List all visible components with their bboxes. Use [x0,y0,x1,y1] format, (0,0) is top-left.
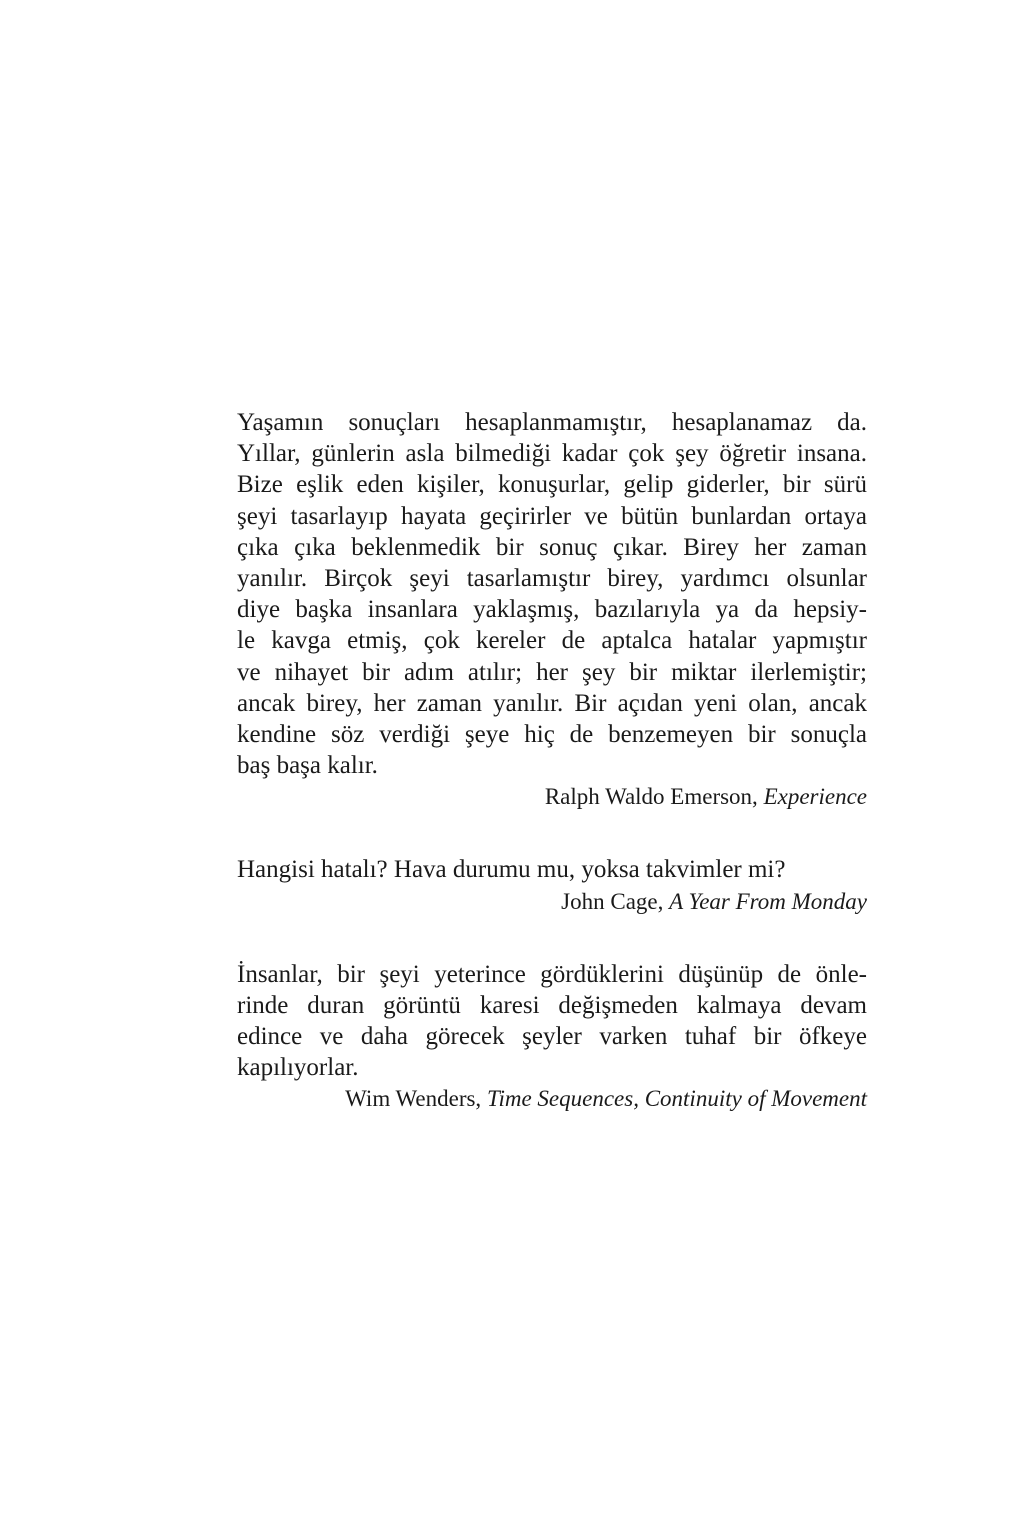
quote-line: ancak birey, her zaman yanılır. Bir açıdan yeni olan, ancak [237,689,867,717]
quote-line: Yıllar, günlerin asla bilmediği kadar çok şey öğretir insana. [237,440,867,468]
quote-line: diye başka insanlara yaklaşmış, bazılarıyla ya da hepsiy- [237,596,867,624]
spacer [237,917,867,959]
epigraph-cage [237,854,867,916]
quote-line: Hangisi hatalı? Hava durumu mu, yoksa takvimler mi? [237,856,786,884]
quote-line: rinde duran görüntü karesi değişmeden kalmaya devam [237,991,867,1019]
attribution-author: Wim Wenders, [345,1086,482,1112]
attribution-work: Time Sequences, Continuity of Movement [486,1086,867,1112]
quote-line: şeyi tasarlayıp hayata geçirirler ve bütün bunlardan ortaya [237,502,867,530]
epigraph-quote [237,854,867,885]
epigraph-quote [237,959,867,1084]
epigraph-attribution [237,1083,867,1114]
quote-line: çıka çıka beklenmedik bir sonuç çıkar. Birey her zaman [237,533,867,561]
quote-line: kendine söz verdiği şeye hiç de benzemeyen bir sonuçla [237,721,867,749]
attribution-work: A Year From Monday [669,888,867,914]
epigraphs-block [237,407,867,1114]
epigraph-wenders [237,959,867,1115]
quote-line: yanılır. Birçok şeyi tasarlamıştır birey, yardımcı olsunlar [237,565,867,593]
quote-line: Bize eşlik eden kişiler, konuşurlar, gelip giderler, bir sürü [237,471,867,499]
epigraph-attribution [237,886,867,917]
quote-line: İnsanlar, bir şeyi yeterince gördüklerini düşünüp de önle- [237,960,867,988]
quote-line: Yaşamın sonuçları hesaplanmamıştır, hesaplanamaz da. [237,409,867,436]
quote-line: le kavga etmiş, çok kereler de aptalca hatalar yapmıştır [237,627,867,655]
spacer [237,812,867,854]
quote-line: baş başa kalır. [237,752,378,780]
quote-line: ve nihayet bir adım atılır; her şey bir miktar ilerlemiştir; [237,658,867,686]
epigraph-attribution [237,781,867,812]
quote-line: edince ve daha görecek şeyler varken tuhaf bir öfkeye [237,1023,867,1051]
attribution-author: Ralph Waldo Emerson, [544,784,758,810]
epigraph-emerson [237,407,867,812]
attribution-work: Experience [763,784,867,810]
quote-line: kapılıyorlar. [237,1054,359,1082]
attribution-author: John Cage, [561,888,664,914]
epigraph-quote [237,407,867,781]
